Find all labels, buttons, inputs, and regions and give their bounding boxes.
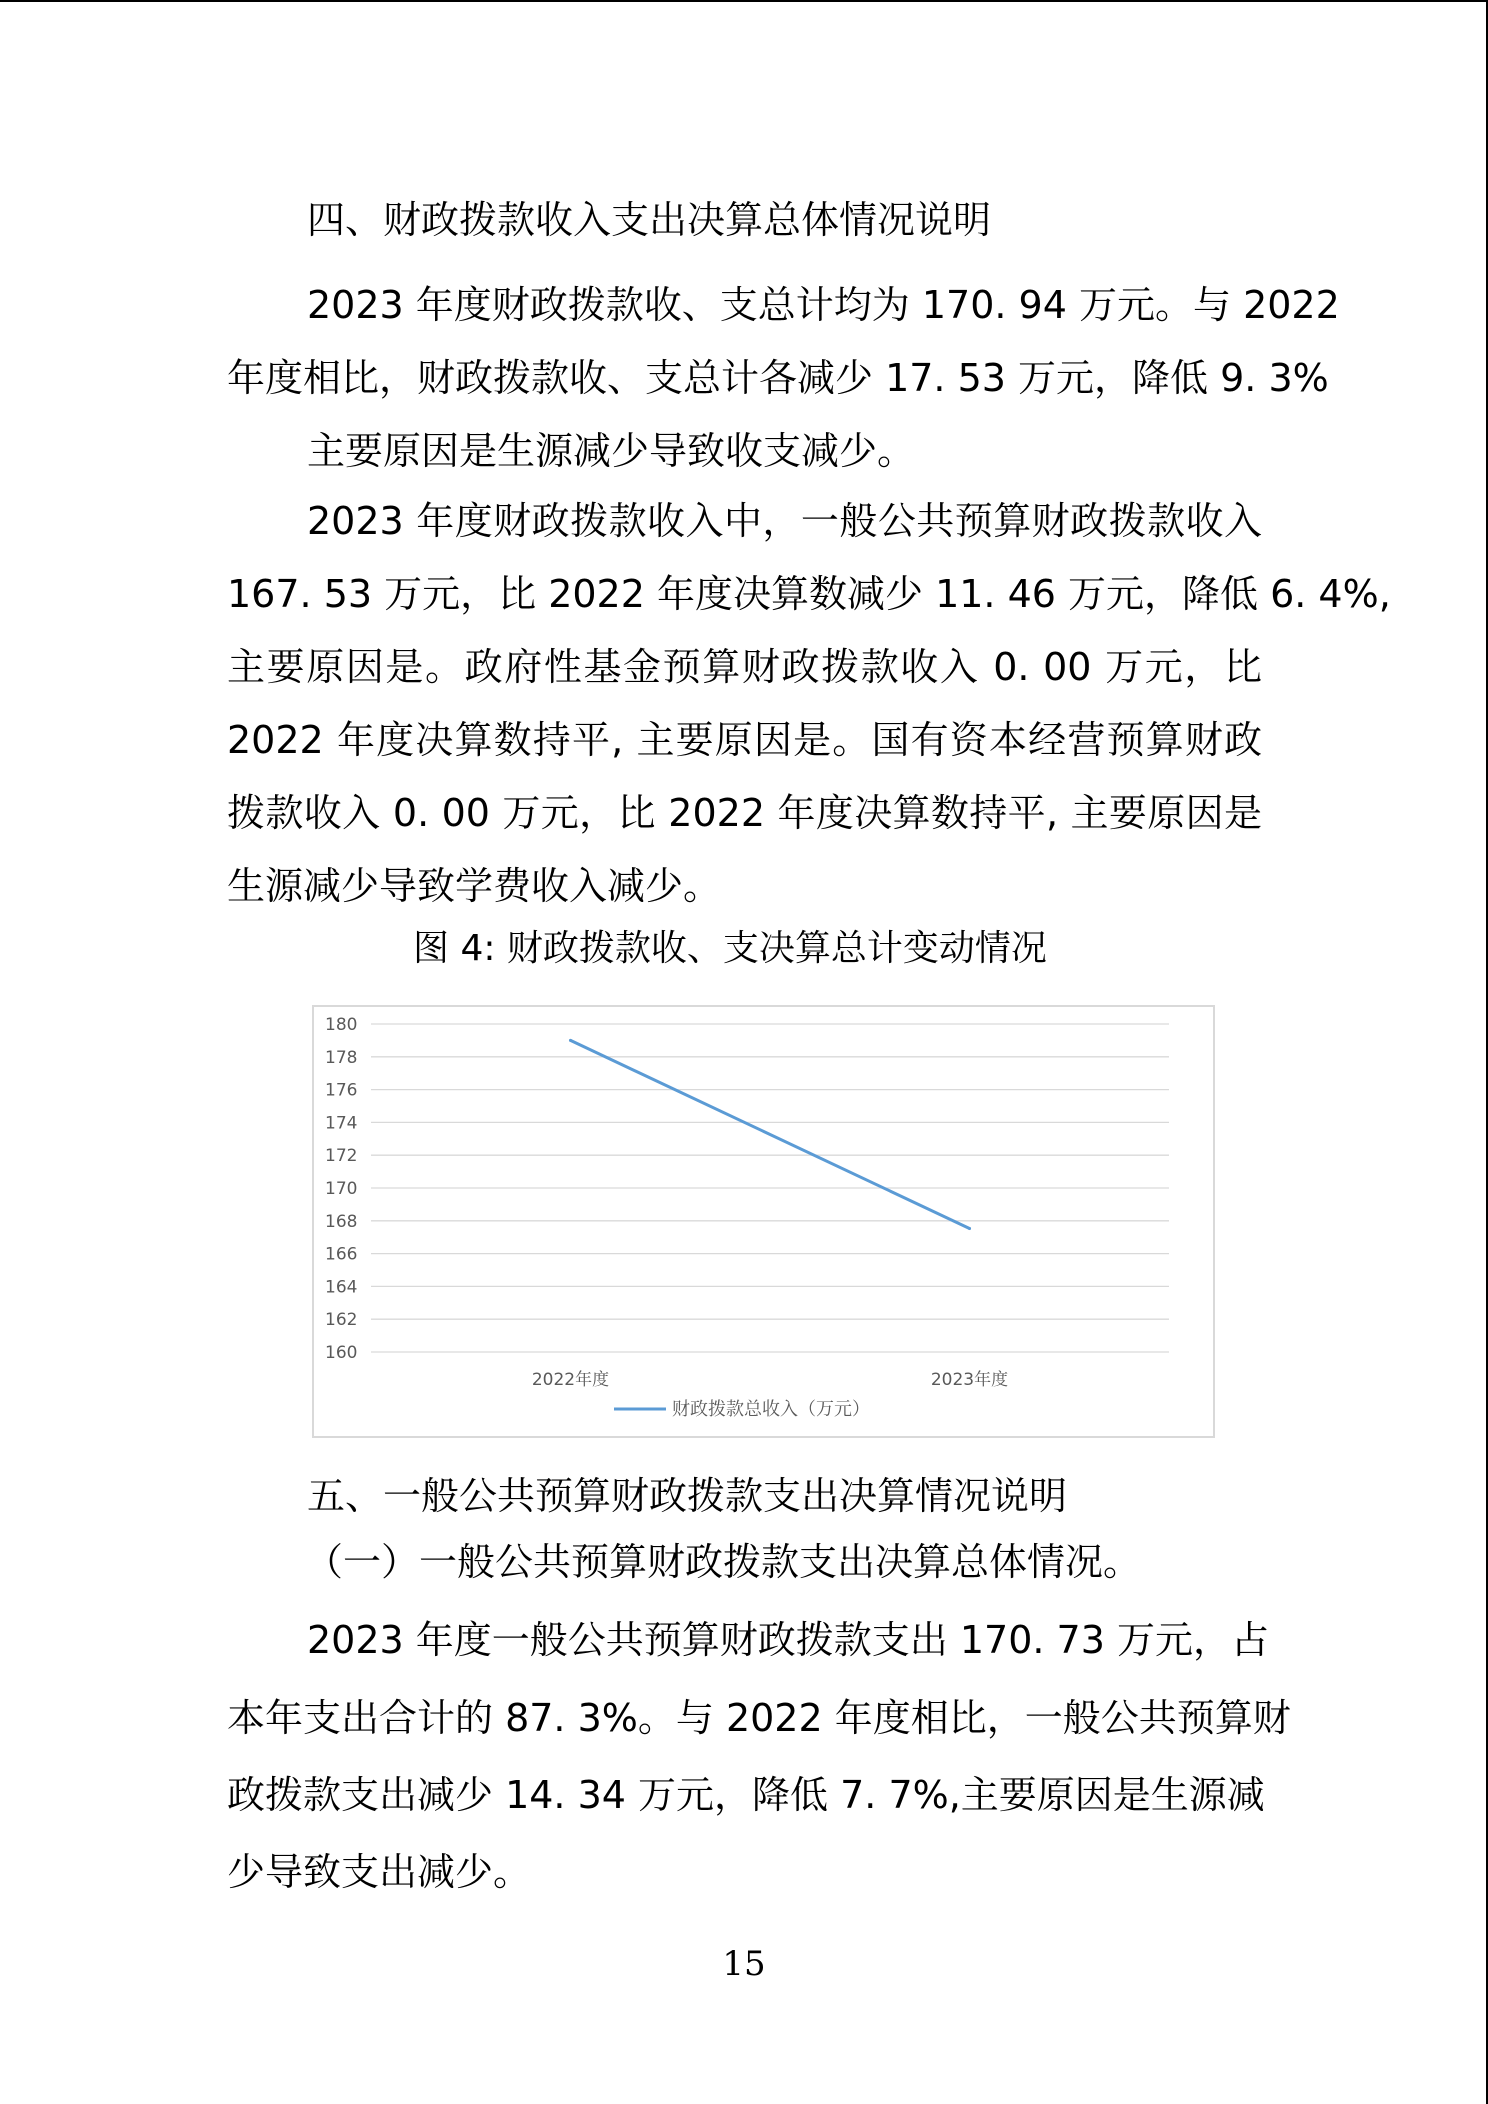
paragraph-3-line-2: 本年支出合计的 87. 3%。与 2022 年度相比，一般公共预算财 [227,1696,1291,1740]
data-point [968,1227,971,1230]
y-tick-label: 178 [325,1047,358,1068]
section-heading-5: 五、一般公共预算财政拨款支出决算情况说明 [307,1474,1068,1518]
section-5-subheading-1: （一）一般公共预算财政拨款支出决算总体情况。 [305,1540,1142,1584]
x-tick-label: 2023年度 [930,1370,1009,1390]
chart-svg [314,1007,1217,1440]
data-point [569,1039,572,1042]
figure-caption: 图 4: 财政拨款收、支决算总计变动情况 [413,928,1047,969]
section-heading-4: 四、财政拨款收入支出决算总体情况说明 [307,198,992,242]
page-number: 15 [722,1944,766,1984]
y-tick-label: 174 [325,1113,358,1134]
paragraph-2-line-4: 2022 年度决算数持平, 主要原因是。国有资本经营预算财政 [227,718,1262,762]
y-tick-label: 166 [325,1244,358,1265]
y-tick-label: 162 [325,1310,358,1331]
paragraph-3-line-3: 政拨款支出减少 14. 34 万元，降低 7. 7%,主要原因是生源减 [227,1773,1265,1817]
y-tick-label: 176 [325,1080,358,1101]
paragraph-1-line-3: 主要原因是生源减少导致收支减少。 [307,429,916,473]
paragraph-2-line-1: 2023 年度财政拨款收入中，一般公共预算财政拨款收入 [307,499,1262,543]
line-chart [312,1005,1215,1438]
chart-x-axis-ticks [532,1369,1008,1390]
paragraph-2-line-6: 生源减少导致学费收入减少。 [227,864,722,908]
chart-series [569,1039,971,1230]
paragraph-3-line-1: 2023 年度一般公共预算财政拨款支出 170. 73 万元，占 [307,1618,1269,1662]
page-border-top [0,0,1488,2]
paragraph-1-line-1: 2023 年度财政拨款收、支总计均为 170. 94 万元。与 2022 [307,283,1340,327]
series-line [571,1040,970,1228]
chart-y-axis-ticks [325,1015,357,1363]
y-tick-label: 180 [325,1015,358,1035]
y-tick-label: 164 [325,1277,358,1298]
x-tick-label: 2022年度 [531,1370,610,1390]
y-tick-label: 160 [325,1343,358,1363]
y-tick-label: 168 [325,1211,358,1232]
paragraph-2-line-3: 主要原因是。政府性基金预算财政拨款收入 0. 00 万元，比 [227,645,1262,689]
chart-gridlines [371,1024,1169,1352]
y-tick-label: 172 [325,1146,358,1167]
paragraph-2-line-2: 167. 53 万元，比 2022 年度决算数减少 11. 46 万元，降低 6. 4%, [227,572,1391,616]
paragraph-2-line-5: 拨款收入 0. 00 万元，比 2022 年度决算数持平, 主要原因是 [227,791,1262,835]
chart-legend [614,1399,870,1420]
paragraph-3-line-4: 少导致支出减少。 [227,1850,532,1894]
paragraph-1-line-2: 年度相比，财政拨款收、支总计各减少 17. 53 万元，降低 9. 3% [227,356,1329,400]
legend-label: 财政拨款总收入（万元） [672,1399,870,1420]
y-tick-label: 170 [325,1179,358,1199]
